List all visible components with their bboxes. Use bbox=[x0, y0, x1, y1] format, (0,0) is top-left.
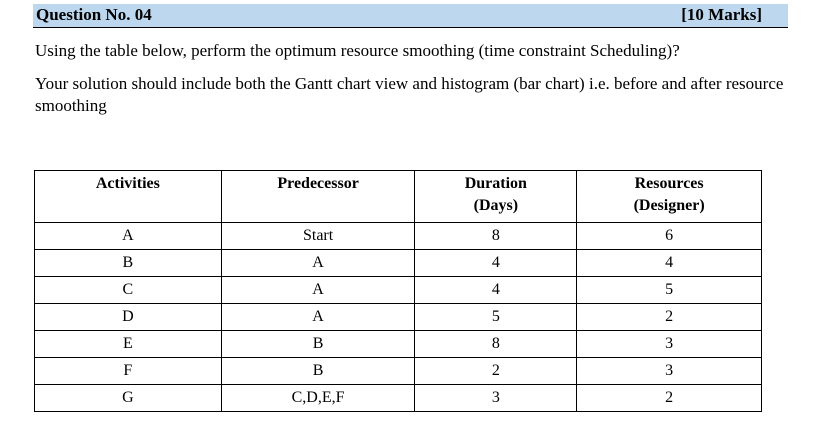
cell-predecessor: A bbox=[221, 250, 415, 277]
cell-duration: 4 bbox=[415, 277, 577, 304]
cell-duration: 5 bbox=[415, 304, 577, 331]
cell-predecessor: Start bbox=[221, 223, 415, 250]
activity-table bbox=[34, 170, 762, 412]
cell-duration: 2 bbox=[415, 358, 577, 385]
cell-resources: 2 bbox=[577, 304, 762, 331]
cell-activity: F bbox=[35, 358, 222, 385]
table-row bbox=[35, 385, 762, 412]
cell-predecessor: B bbox=[221, 331, 415, 358]
table-row bbox=[35, 331, 762, 358]
table-row bbox=[35, 223, 762, 250]
cell-resources: 2 bbox=[577, 385, 762, 412]
header-resources bbox=[577, 171, 762, 223]
table-row bbox=[35, 250, 762, 277]
cell-activity: E bbox=[35, 331, 222, 358]
cell-activity: B bbox=[35, 250, 222, 277]
question-marks: [10 Marks] bbox=[681, 5, 762, 24]
cell-duration: 8 bbox=[415, 223, 577, 250]
cell-activity: D bbox=[35, 304, 222, 331]
cell-duration: 4 bbox=[415, 250, 577, 277]
header-duration-unit: (Days) bbox=[473, 197, 519, 214]
question-header bbox=[33, 4, 788, 28]
table-header-row bbox=[35, 171, 762, 223]
instruction-line-1: Using the table below, perform the optimum resource smoothing (time constraint Scheduling)? bbox=[35, 41, 680, 60]
cell-predecessor: A bbox=[221, 277, 415, 304]
cell-activity: A bbox=[35, 223, 222, 250]
cell-activity: C bbox=[35, 277, 222, 304]
cell-predecessor: C,D,E,F bbox=[221, 385, 415, 412]
header-resources-label: Resources bbox=[634, 175, 704, 192]
cell-duration: 8 bbox=[415, 331, 577, 358]
cell-resources: 4 bbox=[577, 250, 762, 277]
header-duration-label: Duration bbox=[464, 175, 527, 192]
cell-predecessor: A bbox=[221, 304, 415, 331]
header-predecessor bbox=[221, 171, 415, 223]
cell-resources: 6 bbox=[577, 223, 762, 250]
cell-resources: 5 bbox=[577, 277, 762, 304]
header-resources-unit: (Designer) bbox=[633, 197, 705, 214]
cell-duration: 3 bbox=[415, 385, 577, 412]
header-activities bbox=[35, 171, 222, 223]
cell-resources: 3 bbox=[577, 331, 762, 358]
cell-activity: G bbox=[35, 385, 222, 412]
header-duration bbox=[415, 171, 577, 223]
table-row bbox=[35, 277, 762, 304]
table-row bbox=[35, 358, 762, 385]
cell-resources: 3 bbox=[577, 358, 762, 385]
header-predecessor-label: Predecessor bbox=[277, 175, 359, 192]
cell-predecessor: B bbox=[221, 358, 415, 385]
header-activities-label: Activities bbox=[95, 175, 160, 192]
instruction-line-2: Your solution should include both the Gantt chart view and histogram (bar chart) i.e. before and after resource smoothing bbox=[35, 74, 784, 115]
table-row bbox=[35, 304, 762, 331]
question-number: Question No. 04 bbox=[36, 5, 152, 24]
